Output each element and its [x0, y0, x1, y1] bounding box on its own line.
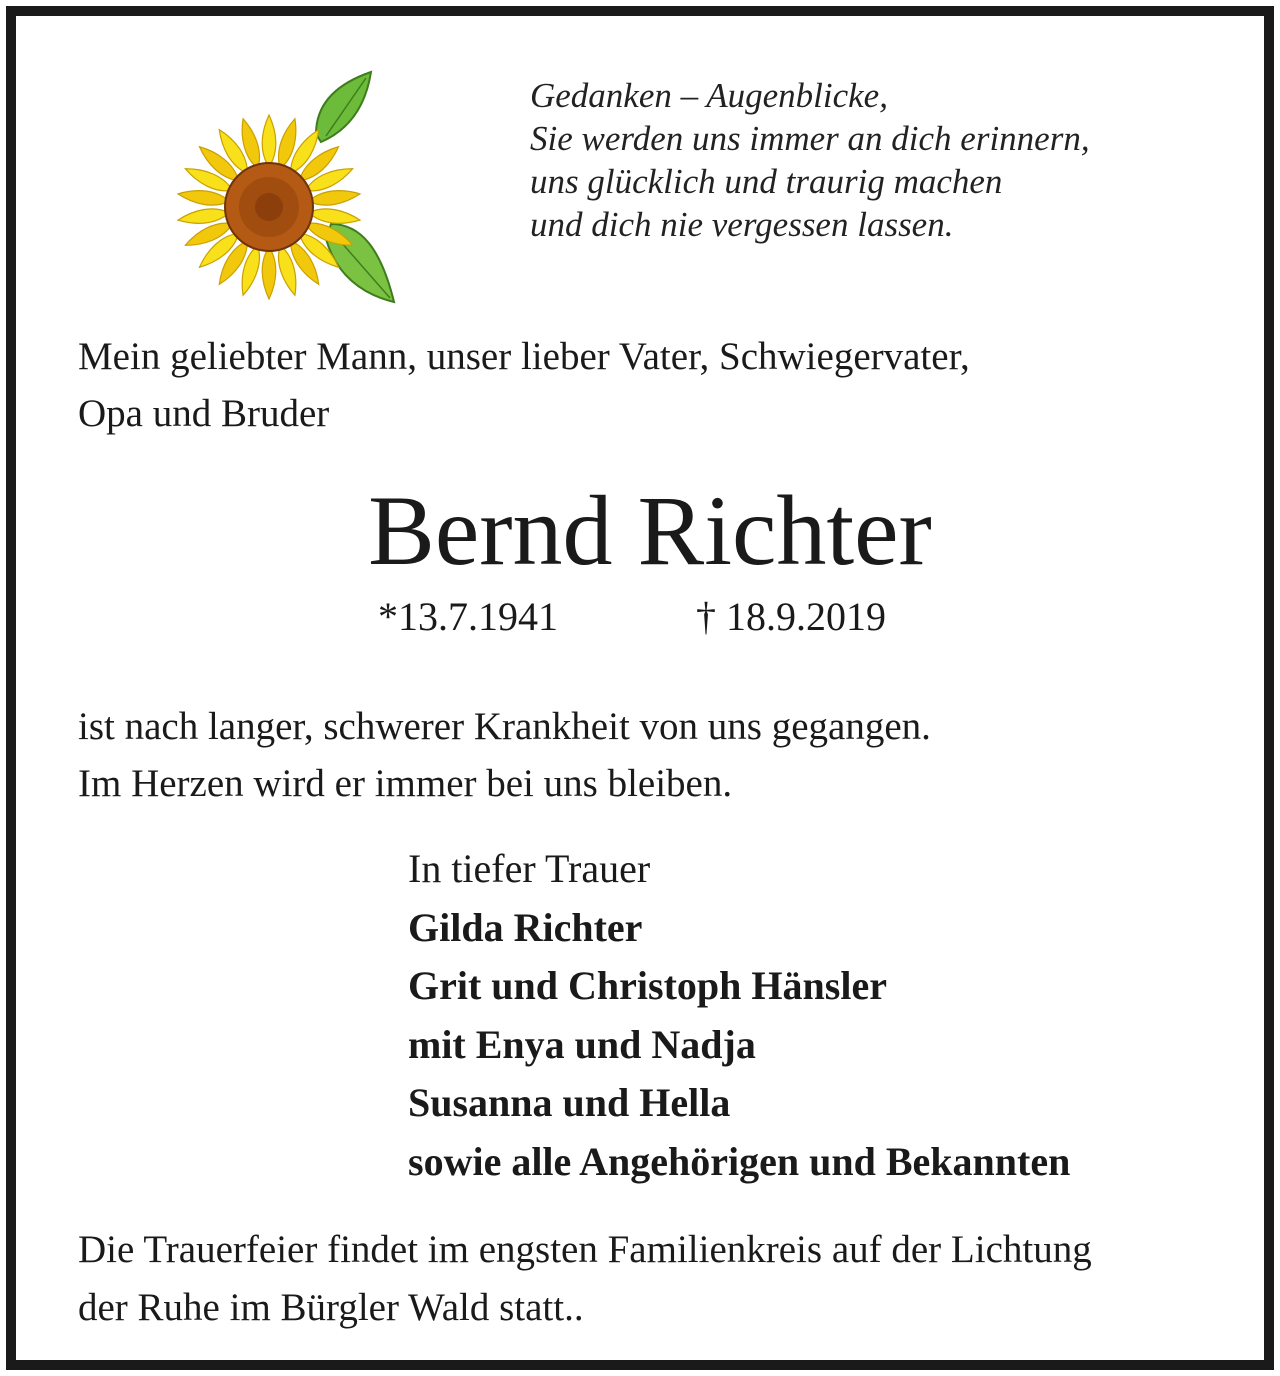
sunflower-icon: [166, 64, 406, 314]
mourner-name: Gilda Richter: [408, 904, 643, 950]
mourner-name: sowie alle Angehörigen und Bekannten: [408, 1138, 1071, 1184]
mourner-name: Susanna und Hella: [408, 1080, 731, 1125]
mourners-heading: In tiefer Trauer: [408, 846, 651, 891]
funeral-info: [78, 1221, 1248, 1337]
poem: [530, 74, 1250, 246]
poem-line: Gedanken – Augenblicke,: [530, 76, 888, 115]
funeral-info-line: Die Trauerfeier findet im engsten Familienkreis auf der Lichtung: [78, 1228, 1092, 1271]
message-line: Im Herzen wird er immer bei uns bleiben.: [78, 762, 733, 805]
deceased-name: Bernd Richter: [368, 475, 932, 586]
mourner-name: Grit und Christoph Hänsler: [408, 963, 887, 1008]
death-date: † 18.9.2019: [696, 594, 886, 639]
intro-text: [78, 328, 1228, 442]
poem-line: und dich nie vergessen lassen.: [530, 205, 954, 244]
mourners-block: [408, 840, 1248, 1191]
message-text: [78, 698, 1228, 812]
message-line: ist nach langer, schwerer Krankheit von uns gegangen.: [78, 705, 931, 748]
intro-line: Mein geliebter Mann, unser lieber Vater, Schwiegervater,: [78, 335, 970, 378]
intro-line: Opa und Bruder: [78, 392, 330, 435]
poem-line: Sie werden uns immer an dich erinnern,: [530, 119, 1090, 158]
mourner-name: mit Enya und Nadja: [408, 1021, 756, 1067]
poem-line: uns glücklich und traurig machen: [530, 162, 1003, 201]
funeral-info-line: der Ruhe im Bürgler Wald statt..: [78, 1286, 584, 1329]
obituary-notice: [6, 6, 1274, 1370]
birth-date: *13.7.1941: [378, 594, 558, 639]
